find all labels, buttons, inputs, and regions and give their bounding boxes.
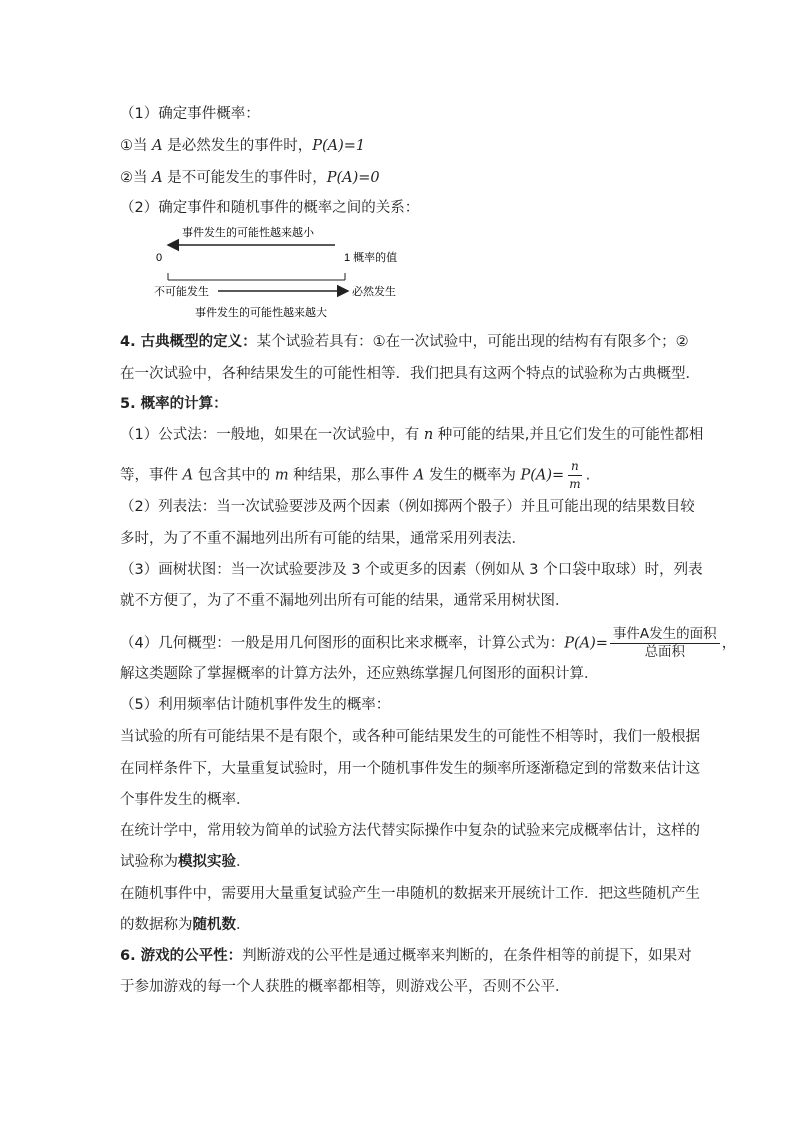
fraction-n-over-m	[566, 458, 583, 493]
s5-4-line-1	[120, 626, 736, 661]
var-A: A	[413, 467, 425, 484]
s5-5-line-2: 在同样条件下，大量重复试验时，用一个随机事件发生的频率所逐渐稳定到的常数来估计这	[120, 761, 700, 777]
var-n: n	[423, 427, 434, 443]
var-A: A	[182, 467, 194, 484]
section-heading: 6. 游戏的公平性：	[120, 948, 243, 964]
s6-line-2: 于参加游戏的每一个人获胜的概率都相等，则游戏公平，否则不公平．	[120, 979, 570, 995]
text: （4）几何概型：一般是用几何图形的面积比来求概率，计算公式为：	[120, 635, 565, 652]
p1-line-a	[120, 136, 365, 156]
text: 的数据称为	[120, 917, 193, 933]
text: 种结果，那么事件	[288, 467, 414, 484]
bottom-label: 事件发生的可能性越来越大	[195, 307, 327, 319]
text: 种可能的结果,并且它们发生的可能性都相	[433, 427, 704, 443]
s5-1-line-2	[120, 458, 590, 493]
section-heading: 4. 古典概型的定义：	[120, 334, 257, 350]
equation: P(A)=0	[326, 170, 380, 186]
text: 包含其中的	[193, 467, 275, 484]
text: （1）公式法：一般地，如果在一次试验中，有	[120, 427, 424, 443]
denominator: 总面积	[644, 644, 686, 660]
s5-5-title: （5）利用频率估计随机事件发生的概率：	[120, 697, 391, 713]
impossible-label: 不可能发生	[154, 286, 209, 298]
text: 是不可能发生的事件时，	[162, 170, 327, 186]
s5-5-line-3: 个事件发生的概率．	[120, 792, 251, 808]
s5-3-line-1: （3）画树状图：当一次试验要涉及 3 个或更多的因素（例如从 3 个口袋中取球）时，列表	[120, 562, 703, 578]
probability-scale-diagram	[150, 218, 420, 328]
s5-5-line-7	[120, 915, 251, 935]
var-m: m	[274, 467, 289, 484]
text: 是必然发生的事件时，	[162, 138, 313, 154]
s5-2-line-2: 多时，为了不重不漏地列出所有可能的结果，通常采用列表法．	[120, 531, 526, 547]
equation-lhs: P(A)=	[520, 467, 565, 484]
text: ①当	[120, 138, 153, 154]
s5-5-line-5	[120, 852, 251, 872]
s5-4-line-2: 解这类题除了掌握概率的计算方法外，还应熟练掌握几何图形的面积计算．	[120, 666, 599, 682]
numerator: 事件A发生的面积	[610, 626, 720, 644]
s5-5-line-4: 在统计学中，常用较为简单的试验方法代替实际操作中复杂的试验来完成概率估计，这样的	[120, 823, 700, 839]
s4-line-2: 在一次试验中，各种结果发生的可能性相等．我们把具有这两个特点的试验称为古典概型．	[120, 366, 700, 382]
zero-label: 0	[156, 252, 163, 264]
text: 试验称为	[120, 854, 178, 870]
s5-1-line-1	[120, 425, 703, 445]
p1-line-b	[120, 168, 380, 188]
s4-line-1	[120, 332, 689, 352]
p2-title: （2）确定事件和随机事件的概率之间的关系：	[120, 200, 420, 216]
s5-5-line-6: 在随机事件中，需要用大量重复试验产生一串随机的数据来开展统计工作．把这些随机产生	[120, 886, 700, 902]
s5-2-line-1: （2）列表法：当一次试验要涉及两个因素（例如掷两个骰子）并且可能出现的结果数目较	[120, 499, 695, 515]
text: ②当	[120, 170, 153, 186]
term-simulation: 模拟实验	[178, 854, 236, 870]
text: ，	[721, 635, 737, 652]
denominator: m	[569, 477, 581, 491]
var-A: A	[152, 170, 163, 186]
numerator: n	[568, 458, 582, 476]
s5-5-line-1: 当试验的所有可能结果不是有限个，或各种可能结果发生的可能性不相等时，我们一般根据	[120, 729, 700, 745]
s5-3-line-2: 就不方便了，为了不重不漏地列出所有可能的结果，通常采用树状图．	[120, 593, 570, 609]
equation-lhs: P(A)=	[564, 635, 608, 652]
certain-label: 必然发生	[352, 286, 396, 298]
s5-heading: 5. 概率的计算：	[120, 396, 228, 412]
term-random-number: 随机数	[192, 917, 236, 933]
top-label: 事件发生的可能性越来越小	[182, 227, 314, 239]
fraction-area	[610, 626, 720, 661]
text: ．	[236, 917, 251, 933]
text: 发生的概率为	[424, 467, 521, 484]
equation: P(A)=1	[312, 138, 366, 154]
s6-line-1	[120, 946, 692, 966]
var-A: A	[152, 138, 163, 154]
text: 某个试验若具有：①在一次试验中，可能出现的结构有有限多个；②	[256, 334, 689, 350]
p1-title: （1）确定事件概率：	[120, 106, 260, 122]
text: 等，事件	[120, 467, 183, 484]
text: ．	[236, 854, 251, 870]
one-label: 1 概率的值	[344, 252, 398, 264]
text: 判断游戏的公平性是通过概率来判断的，在条件相等的前提下，如果对	[242, 948, 692, 964]
text: .	[585, 467, 591, 484]
